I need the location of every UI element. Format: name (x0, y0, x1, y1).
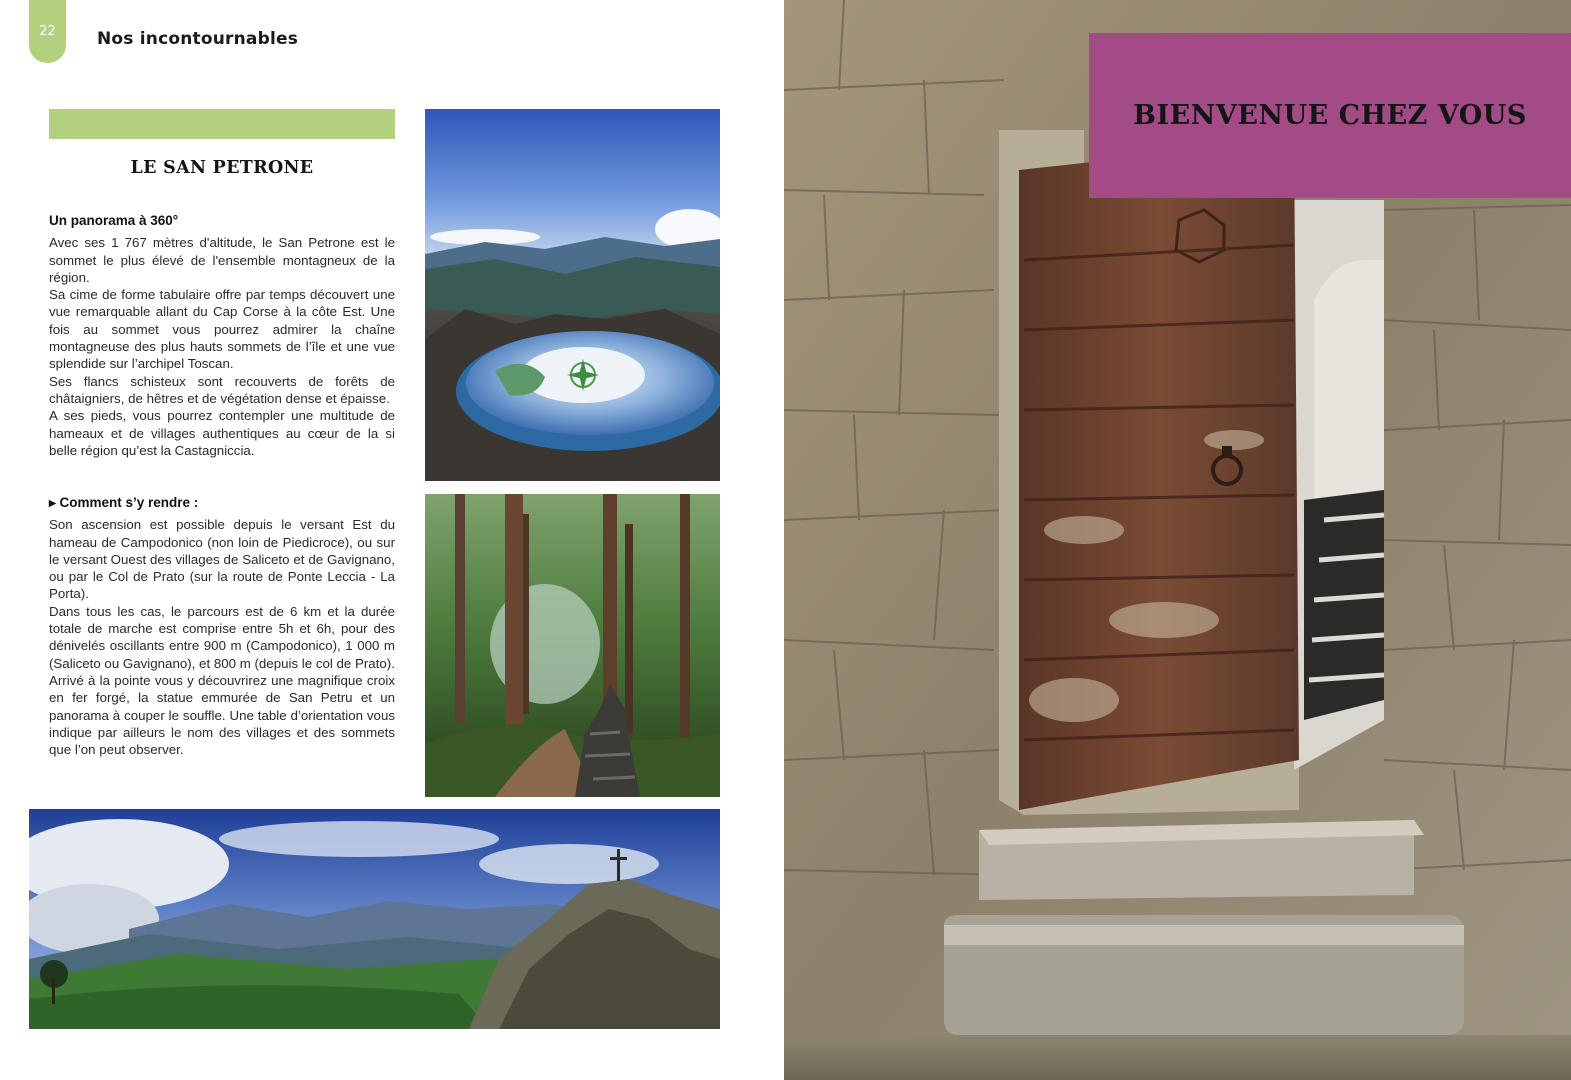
title-accent-bar (49, 109, 395, 139)
intro-paragraph: A ses pieds, vous pourrez contempler une multitude de hameaux et de villages authentiques au cœur de la si belle région qu’est la Castagniccia. (49, 408, 395, 458)
orientation-table-photo (425, 109, 720, 481)
access-paragraph: Arrivé à la pointe vous y découvrirez une magnifique croix en fer forgé, la statue emmurée de San Petru et un panorama à couper le souffle. Une table d’orientation vous indique par ailleurs le nom des villages et des sommets que l’on peut observer. (49, 672, 395, 758)
access-section (49, 494, 395, 758)
left-page (0, 0, 784, 1080)
welcome-banner (1089, 33, 1571, 198)
intro-section (49, 212, 395, 459)
intro-paragraph: Avec ses 1 767 mètres d'altitude, le San Petrone est le sommet le plus élevé de l'ensemble montagneux de la région. (49, 235, 395, 285)
page-number: 22 (39, 24, 56, 39)
section-title: Nos incontournables (97, 29, 299, 49)
access-paragraph: Son ascension est possible depuis le versant Est du hameau de Campodonico (non loin de Piedicroce), ou sur le versant Ouest des villages de Saliceto et de Gavignano, ou par le Col de Prato (sur la route de Ponte Leccia - La Porta). (49, 517, 395, 602)
intro-heading: Un panorama à 360° (49, 213, 179, 228)
access-paragraph: Dans tous les cas, le parcours est de 6 km et la durée totale de marche est comprise entre 5h et 6h, pour des dénivelés oscillants entre 900 m (Campodonico), 1 000 m (Saliceto ou Gavignano), et 800 m (depuis le col de Prato). (49, 603, 395, 671)
summit-panorama-photo (29, 809, 720, 1029)
banner-title: BIENVENUE CHEZ VOUS (1133, 100, 1527, 131)
access-heading: ▸ Comment s’y rendre : (49, 495, 199, 510)
right-page (784, 0, 1571, 1080)
article-title: LE SAN PETRONE (130, 158, 314, 178)
page-number-tab (29, 0, 66, 63)
intro-paragraph: Sa cime de forme tabulaire offre par temps découvert une vue remarquable allant du Cap Corse à la côte Est. Une fois au sommet vous pourrez admirer la chaîne montagneuse des plus hauts sommets de l’île et une vue splendide sur l’archipel Toscan. (49, 287, 395, 372)
intro-paragraph: Ses flancs schisteux sont recouverts de forêts de châtaigniers, de hêtres et de végétation dense et épaisse. (49, 373, 395, 406)
forest-path-photo (425, 494, 720, 797)
